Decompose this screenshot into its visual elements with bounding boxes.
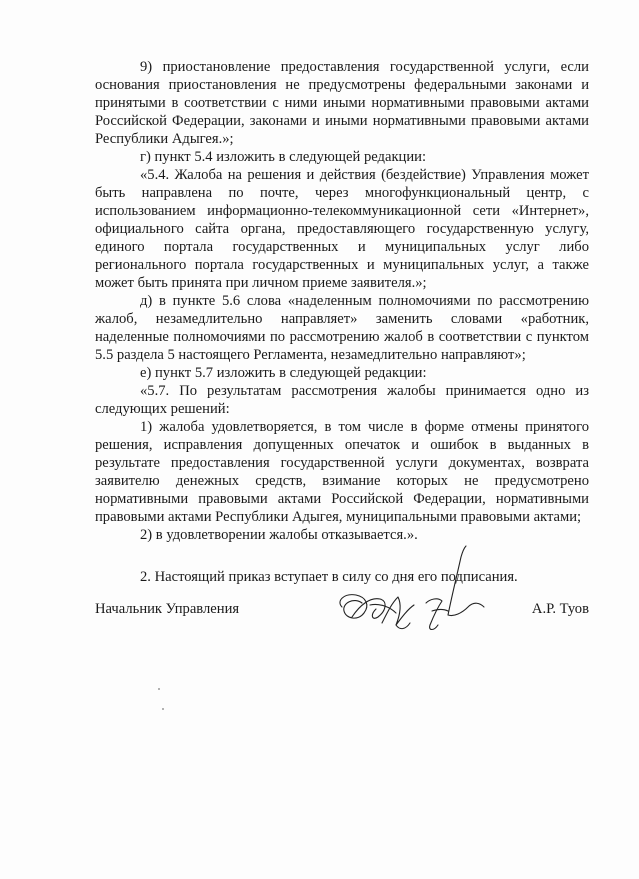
document-body — [95, 58, 589, 586]
signature-block — [95, 600, 589, 622]
signer-name: А.Р. Туов — [531, 601, 589, 617]
paragraph-decision-2: 2) в удовлетворении жалобы отказывается.». — [140, 527, 418, 543]
handwritten-signature — [330, 545, 500, 650]
paragraph-decision-1: 1) жалоба удовлетворяется, в том числе в форме отмены принятого решения, исправления допущенных опечаток и ошибок в выданных в результате предоставления государственной услуги документах, возврата заявителю денежных средств, взимание которых не предусмотрено нормативными правовыми актами Российской Федерации, нормативными правовыми актами Республики Адыгея, муниципальными правовыми актами; — [95, 419, 589, 525]
paragraph-amend-5-4: г) пункт 5.4 изложить в следующей редакции: — [140, 149, 427, 165]
paragraph-item-9: 9) приостановление предоставления государственной услуги, если основания приостановления не предусмотрены федеральными законами и принятыми в соответствии с ними иными нормативными правовыми актами Российской Федерации, законами и иными нормативными правовыми актами Республики Адыгея.»; — [95, 59, 589, 147]
scan-speck — [162, 708, 164, 710]
signer-position: Начальник Управления — [95, 601, 240, 617]
scan-speck — [158, 688, 160, 690]
paragraph-clause-5-4: «5.4. Жалоба на решения и действия (бездействие) Управления может быть направлена по почте, через многофункциональный центр, с использованием информационно-телекоммуникационной сети «Интернет», официального сайта органа, предоставляющего государственную услугу, единого портала государственных и муниципальных услуг либо регионального портала государственных и муниципальных услуг, а также может быть принята при личном приеме заявителя.»; — [95, 167, 589, 291]
paragraph-effective-date: 2. Настоящий приказ вступает в силу со дня его подписания. — [140, 569, 518, 585]
paragraph-clause-5-7: «5.7. По результатам рассмотрения жалобы принимается одно из следующих решений: — [95, 383, 589, 417]
paragraph-amend-5-7: е) пункт 5.7 изложить в следующей редакции: — [140, 365, 427, 381]
paragraph-amend-5-6: д) в пункте 5.6 слова «наделенным полномочиями по рассмотрению жалоб, незамедлительно направляет» заменить словами «работник, наделенные полномочиями по рассмотрению жалоб в соответствии с пунктом 5.5 раздела 5 настоящего Регламента, незамедлительно направляют»; — [95, 293, 589, 363]
